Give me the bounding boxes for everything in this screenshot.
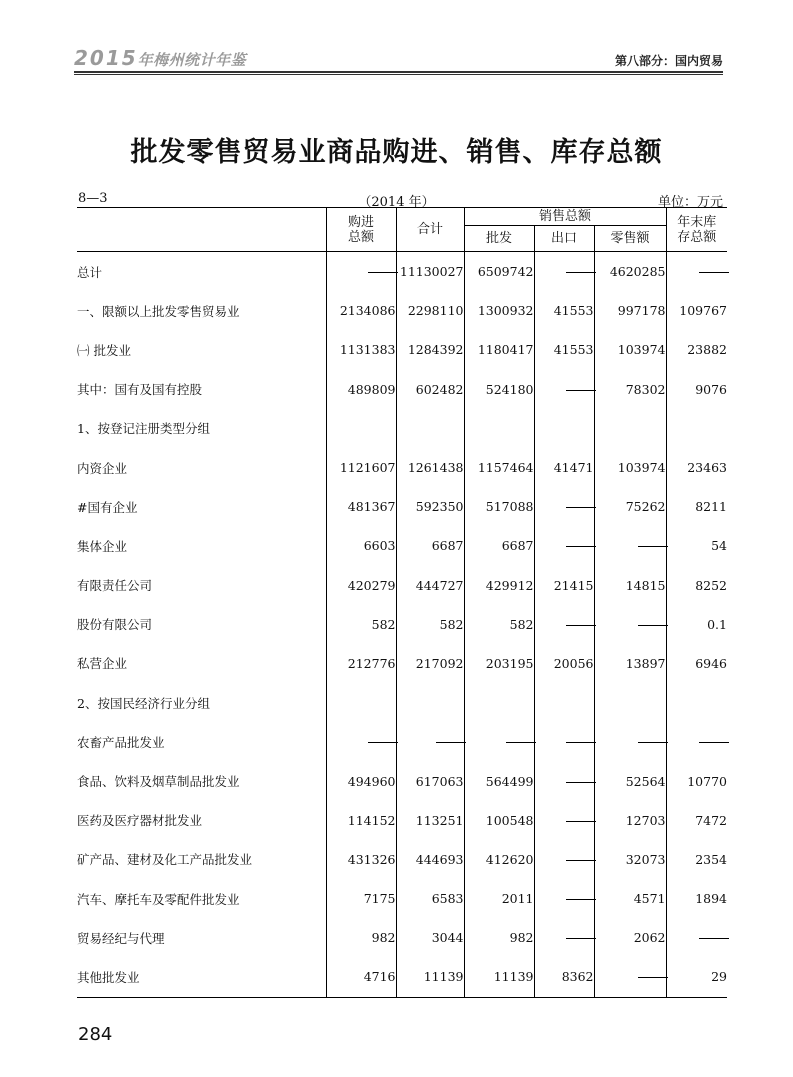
cell-sales-total: 11139 xyxy=(396,957,464,997)
cell-export xyxy=(534,761,594,800)
empty-dash xyxy=(566,625,596,626)
empty-dash xyxy=(566,782,596,783)
cell-retail xyxy=(594,409,666,448)
cell-export xyxy=(534,879,594,918)
table-row xyxy=(77,801,727,840)
cell-retail: 4571 xyxy=(594,879,666,918)
cell-wholesale: 982 xyxy=(464,918,534,957)
row-label: 股份有限公司 xyxy=(77,617,153,633)
row-label: 一、限额以上批发零售贸易业 xyxy=(77,303,240,319)
empty-dash xyxy=(566,860,596,861)
cell-purchase-total: 2134086 xyxy=(326,291,396,330)
cell-sales-total: 582 xyxy=(396,605,464,644)
cell-sales-total: 444693 xyxy=(396,840,464,879)
cell-export xyxy=(534,526,594,565)
col-purchase-total: 购进 总额 xyxy=(326,208,396,252)
cell-year-end-stock: 23882 xyxy=(666,330,727,369)
empty-dash xyxy=(566,938,596,939)
cell-purchase-total: 431326 xyxy=(326,840,396,879)
table-row xyxy=(77,291,727,330)
col-wholesale: 批发 xyxy=(464,226,534,252)
table-row xyxy=(77,722,727,761)
cell-purchase-total xyxy=(326,409,396,448)
table-row xyxy=(77,918,727,957)
cell-year-end-stock: 9076 xyxy=(666,370,727,409)
cell-sales-total: 113251 xyxy=(396,801,464,840)
cell-retail: 103974 xyxy=(594,330,666,369)
table-row xyxy=(77,330,727,369)
page-number: 284 xyxy=(78,1024,113,1045)
row-label: 其他批发业 xyxy=(77,957,326,997)
col-export: 出口 xyxy=(534,226,594,252)
cell-purchase-total: 420279 xyxy=(326,566,396,605)
cell-sales-total: 2298110 xyxy=(396,291,464,330)
cell-export xyxy=(534,409,594,448)
cell-retail: 997178 xyxy=(594,291,666,330)
empty-dash xyxy=(566,821,596,822)
row-label: 有限责任公司 xyxy=(77,578,153,594)
table-row xyxy=(77,566,727,605)
empty-dash xyxy=(566,390,596,391)
cell-purchase-total: 7175 xyxy=(326,879,396,918)
empty-dash xyxy=(368,272,398,273)
row-label: 矿产品、建材及化工产品批发业 xyxy=(77,852,253,868)
row-label: 贸易经纪与代理 xyxy=(77,930,165,946)
cell-export: 41553 xyxy=(534,330,594,369)
table-row xyxy=(77,683,727,722)
cell-retail: 14815 xyxy=(594,566,666,605)
empty-dash xyxy=(506,742,536,743)
table-row xyxy=(77,957,727,997)
cell-purchase-total: 6603 xyxy=(326,526,396,565)
table-row xyxy=(77,840,727,879)
cell-retail: 4620285 xyxy=(594,252,666,292)
cell-retail: 12703 xyxy=(594,801,666,840)
section-label: 第八部分：国内贸易 xyxy=(614,54,723,68)
cell-wholesale: 2011 xyxy=(464,879,534,918)
cell-purchase-total: 114152 xyxy=(326,801,396,840)
cell-wholesale xyxy=(464,409,534,448)
table-body xyxy=(77,252,727,998)
cell-sales-total: 6583 xyxy=(396,879,464,918)
cell-year-end-stock: 0.1 xyxy=(666,605,727,644)
table-unit: 单位：万元 xyxy=(657,195,723,210)
row-label: 其中：国有及国有控股 xyxy=(77,382,203,398)
cell-retail: 32073 xyxy=(594,840,666,879)
cell-sales-total xyxy=(396,683,464,722)
row-label: 农畜产品批发业 xyxy=(77,734,165,750)
col-retail: 零售额 xyxy=(594,226,666,252)
cell-wholesale: 1300932 xyxy=(464,291,534,330)
cell-retail xyxy=(594,722,666,761)
table-row xyxy=(77,448,727,487)
cell-export xyxy=(534,605,594,644)
empty-dash xyxy=(566,742,596,743)
cell-export xyxy=(534,722,594,761)
cell-wholesale: 412620 xyxy=(464,840,534,879)
cell-export: 41553 xyxy=(534,291,594,330)
row-label: 1、按登记注册类型分组 xyxy=(77,421,210,437)
cell-wholesale xyxy=(464,683,534,722)
cell-year-end-stock xyxy=(666,409,727,448)
cell-sales-total: 592350 xyxy=(396,487,464,526)
cell-wholesale: 11139 xyxy=(464,957,534,997)
cell-year-end-stock: 109767 xyxy=(666,291,727,330)
row-label: 总计 xyxy=(77,264,103,280)
empty-dash xyxy=(566,272,596,273)
row-label: 医药及医疗器材批发业 xyxy=(77,813,203,829)
cell-year-end-stock xyxy=(666,918,727,957)
col-sales-total: 合计 xyxy=(396,208,464,252)
table-row xyxy=(77,370,727,409)
cell-retail: 103974 xyxy=(594,448,666,487)
cell-wholesale xyxy=(464,722,534,761)
cell-retail xyxy=(594,526,666,565)
cell-export xyxy=(534,487,594,526)
row-label: 食品、饮料及烟草制品批发业 xyxy=(77,774,240,790)
cell-export xyxy=(534,801,594,840)
yearbook-year: 2015 xyxy=(74,46,138,70)
yearbook-title: 年梅州统计年鉴 xyxy=(137,51,247,69)
page-title: 批发零售贸易业商品购进、销售、库存总额 xyxy=(130,137,663,168)
col-sales-group: 销售总额 xyxy=(464,208,666,226)
cell-year-end-stock: 1894 xyxy=(666,879,727,918)
cell-retail: 13897 xyxy=(594,644,666,683)
cell-sales-total xyxy=(396,722,464,761)
cell-year-end-stock: 10770 xyxy=(666,761,727,800)
cell-year-end-stock: 8211 xyxy=(666,487,727,526)
cell-export: 8362 xyxy=(534,957,594,997)
cell-purchase-total: 4716 xyxy=(326,957,396,997)
table-row xyxy=(77,879,727,918)
cell-wholesale: 429912 xyxy=(464,566,534,605)
cell-purchase-total: 982 xyxy=(326,918,396,957)
cell-sales-total: 3044 xyxy=(396,918,464,957)
cell-purchase-total: 481367 xyxy=(326,487,396,526)
cell-year-end-stock: 7472 xyxy=(666,801,727,840)
cell-sales-total: 602482 xyxy=(396,370,464,409)
cell-wholesale: 1180417 xyxy=(464,330,534,369)
table-row xyxy=(77,252,727,292)
cell-export xyxy=(534,918,594,957)
empty-dash xyxy=(699,742,729,743)
cell-purchase-total: 1121607 xyxy=(326,448,396,487)
table-row xyxy=(77,526,727,565)
row-label: 内资企业 xyxy=(77,460,128,476)
cell-purchase-total: 582 xyxy=(326,605,396,644)
cell-retail xyxy=(594,605,666,644)
cell-year-end-stock: 54 xyxy=(666,526,727,565)
empty-dash xyxy=(566,899,596,900)
cell-wholesale: 524180 xyxy=(464,370,534,409)
cell-year-end-stock: 6946 xyxy=(666,644,727,683)
cell-sales-total: 617063 xyxy=(396,761,464,800)
cell-sales-total xyxy=(396,409,464,448)
cell-wholesale: 6509742 xyxy=(464,252,534,292)
empty-dash xyxy=(638,977,668,978)
cell-purchase-total: 489809 xyxy=(326,370,396,409)
cell-export xyxy=(534,683,594,722)
table-row xyxy=(77,761,727,800)
row-label: 私营企业 xyxy=(77,656,128,672)
cell-purchase-total xyxy=(326,252,396,292)
cell-purchase-total xyxy=(326,722,396,761)
empty-dash xyxy=(368,742,398,743)
empty-dash xyxy=(436,742,466,743)
cell-wholesale: 517088 xyxy=(464,487,534,526)
row-label: 集体企业 xyxy=(77,538,128,554)
row-label: ㈠ 批发业 xyxy=(77,342,131,358)
row-label: 汽车、摩托车及零配件批发业 xyxy=(77,891,240,907)
cell-purchase-total xyxy=(326,683,396,722)
cell-purchase-total: 1131383 xyxy=(326,330,396,369)
table-row xyxy=(77,644,727,683)
cell-sales-total: 217092 xyxy=(396,644,464,683)
cell-retail: 52564 xyxy=(594,761,666,800)
empty-dash xyxy=(638,625,668,626)
cell-year-end-stock: 23463 xyxy=(666,448,727,487)
cell-wholesale: 6687 xyxy=(464,526,534,565)
empty-dash xyxy=(699,272,729,273)
empty-dash xyxy=(638,546,668,547)
cell-export xyxy=(534,370,594,409)
row-label: 2、按国民经济行业分组 xyxy=(77,695,210,711)
table-row xyxy=(77,409,727,448)
cell-retail: 78302 xyxy=(594,370,666,409)
cell-sales-total: 11130027 xyxy=(396,252,464,292)
cell-retail xyxy=(594,957,666,997)
cell-export: 21415 xyxy=(534,566,594,605)
table-row xyxy=(77,487,727,526)
cell-retail xyxy=(594,683,666,722)
cell-retail: 75262 xyxy=(594,487,666,526)
empty-dash xyxy=(699,938,729,939)
cell-year-end-stock xyxy=(666,722,727,761)
row-label: #国有企业 xyxy=(77,499,138,515)
table-row xyxy=(77,605,727,644)
cell-wholesale: 1157464 xyxy=(464,448,534,487)
col-year-end-stock: 年末库 存总额 xyxy=(666,208,727,252)
cell-year-end-stock: 2354 xyxy=(666,840,727,879)
header-rule xyxy=(74,71,723,73)
cell-purchase-total: 212776 xyxy=(326,644,396,683)
data-table xyxy=(77,207,727,998)
cell-export: 20056 xyxy=(534,644,594,683)
cell-year-end-stock: 8252 xyxy=(666,566,727,605)
cell-export xyxy=(534,840,594,879)
cell-sales-total: 6687 xyxy=(396,526,464,565)
cell-sales-total: 1261438 xyxy=(396,448,464,487)
cell-year-end-stock: 29 xyxy=(666,957,727,997)
cell-wholesale: 582 xyxy=(464,605,534,644)
yearbook-header xyxy=(74,46,246,70)
cell-wholesale: 203195 xyxy=(464,644,534,683)
cell-wholesale: 100548 xyxy=(464,801,534,840)
cell-retail: 2062 xyxy=(594,918,666,957)
cell-sales-total: 1284392 xyxy=(396,330,464,369)
cell-year-end-stock xyxy=(666,252,727,292)
cell-sales-total: 444727 xyxy=(396,566,464,605)
cell-export: 41471 xyxy=(534,448,594,487)
empty-dash xyxy=(566,507,596,508)
cell-year-end-stock xyxy=(666,683,727,722)
empty-dash xyxy=(638,742,668,743)
header-rule-thin xyxy=(74,74,723,75)
table-year: （2014 年） xyxy=(358,195,435,210)
header-blank xyxy=(77,208,326,252)
table-code: 8—3 xyxy=(78,191,108,206)
cell-purchase-total: 494960 xyxy=(326,761,396,800)
cell-export xyxy=(534,252,594,292)
empty-dash xyxy=(566,546,596,547)
cell-wholesale: 564499 xyxy=(464,761,534,800)
